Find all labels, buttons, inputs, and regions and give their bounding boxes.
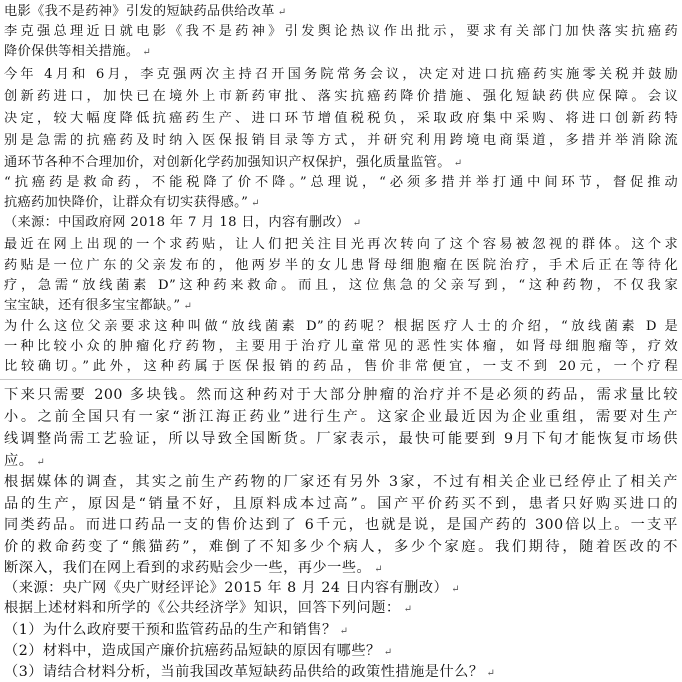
line-text: 宝宝缺，还有很多宝宝都缺。”	[4, 298, 181, 313]
paragraph-mark-icon: ↵	[251, 198, 260, 209]
line-text: 电影《我不是药神》引发的短缺药品供给改革	[4, 4, 275, 19]
text-line	[4, 256, 678, 276]
paragraph-mark-icon: ↵	[352, 218, 362, 229]
line-text: 通环节各种不合理加价，对创新化学药加强知识产权保护，强化质量监管。	[4, 155, 451, 170]
text-line	[4, 22, 678, 42]
text-line	[4, 385, 678, 405]
text-line	[4, 276, 678, 296]
text-line	[4, 357, 678, 377]
paragraph-mark-icon: ↵	[374, 564, 384, 575]
text-line	[4, 213, 678, 233]
text-line	[4, 429, 678, 449]
text-line	[4, 65, 678, 85]
text-line	[4, 578, 678, 598]
text-line	[4, 598, 678, 618]
paragraph-mark-icon: ↵	[486, 668, 496, 679]
line-text: 同类药品。而进口药品一支的售价达到了 6千元，也就是说，是国产药的 300倍以上。一支平	[4, 517, 678, 533]
text-line	[4, 662, 678, 682]
text-line	[4, 2, 678, 22]
line-text: 品的生产，原因是“销量不好，且原料成本过高”。国产平价药买不到，患者只好购买进口的	[4, 496, 678, 512]
paragraph-mark-icon: ↵	[451, 584, 461, 595]
line-text: （1）为什么政府要干预和监管药品的生产和销售？	[4, 622, 337, 638]
text-line	[4, 235, 678, 255]
line-text: 今年 4月和 6月，李克强两次主持召开国务院常务会议，决定对进口抗癌药实施零关税并鼓励	[4, 67, 678, 82]
line-text: 应。	[4, 453, 34, 469]
paragraph-mark-icon: ↵	[453, 158, 463, 169]
text-line	[4, 42, 678, 62]
line-text: 降价保供等相关措施。	[4, 44, 140, 59]
paragraph-mark-icon: ↵	[277, 7, 287, 18]
text-line	[4, 153, 678, 173]
text-line	[4, 537, 678, 557]
line-text: 价的救命药变了“熊猫药”，难倒了不知多少个病人，多少个家庭。我们期待，随着医改的不	[4, 539, 678, 555]
paragraph-mark-icon: ↵	[183, 301, 193, 312]
text-line	[4, 472, 678, 492]
paragraph-mark-icon: ↵	[383, 647, 393, 658]
line-text: 李克强总理近日就电影《我不是药神》引发舆论热议作出批示，要求有关部门加快落实抗癌药	[4, 24, 678, 39]
line-text: 小。之前全国只有一家“浙江海正药业”进行生产。这家企业最近因为企业重组，需要对生产	[4, 409, 678, 425]
text-line	[4, 515, 678, 535]
line-text: 线调整尚需工艺验证，所以导致全国断货。厂家表示，最快可能要到 9月下旬才能恢复市场供	[4, 431, 678, 447]
text-line	[4, 109, 678, 129]
line-text: 为什么这位父亲要求这种叫做“放线菌素 D”的药呢？根据医疗人士的介绍，“放线菌素 D 是	[4, 319, 678, 334]
line-text: 疗，急需“放线菌素 D”这种药来救命。而且，这位焦急的父亲写到，“这种药物，不仅我家	[4, 278, 678, 293]
text-line	[4, 173, 678, 193]
line-text: 比较确切。”此外，这种药属于医保报销的药品，售价非常便宜，一支不到 20元，一个疗程	[4, 359, 678, 374]
line-text: 断深入，我们在网上看到的求药贴会少一些，再少一些。	[4, 560, 372, 576]
line-text: 下来只需要 200 多块钱。然而这种药对于大部分肿瘤的治疗并不是必须的药品，需求量比较	[4, 387, 678, 403]
text-line	[4, 193, 678, 213]
line-text: （来源：中国政府网 2018 年 7 月 18 日，内容有删改）	[4, 215, 350, 230]
text-line	[4, 131, 678, 151]
line-text: 别是急需的抗癌药及时纳入医保报销目录等方式，并研究利用跨境电商渠道，多措并举消除流	[4, 133, 678, 148]
line-text: 根据媒体的调查，其实之前生产药物的厂家还有另外 3家，不过有相关企业已经停止了相关产	[4, 474, 678, 490]
line-text: （3）请结合材料分析，当前我国改革短缺药品供给的政策性措施是什么？	[4, 664, 484, 680]
line-text: 一种比较小众的肿瘤化疗药物，主要用于治疗儿童常见的恶性实体瘤，如肾母细胞瘤等，疗效	[4, 339, 678, 354]
paragraph-mark-icon: ↵	[142, 47, 152, 58]
text-line	[4, 494, 678, 514]
text-line	[4, 337, 678, 357]
text-line	[4, 317, 678, 337]
text-line	[4, 451, 678, 471]
paragraph-mark-icon: ↵	[403, 604, 413, 615]
line-text: “抗癌药是救命药，不能税降了价不降。”总理说，“必须多措并举打通中间环节，督促推动	[4, 175, 678, 190]
text-line	[4, 558, 678, 578]
paragraph-mark-icon: ↵	[36, 457, 46, 468]
line-text: （2）材料中，造成国产廉价抗癌药品短缺的原因有哪些？	[4, 643, 381, 659]
text-line	[4, 87, 678, 107]
line-text: 最近在网上出现的一个求药贴，让人们把关注目光再次转向了这个容易被忽视的群体。这个求	[4, 237, 678, 252]
text-line	[4, 296, 678, 316]
line-text: 决定，较大幅度降低抗癌药生产、进口环节增值税税负，采取政府集中采购、将进口创新药特	[4, 111, 678, 126]
line-text: 药贴是一位广东的父亲发布的，他两岁半的女儿患肾母细胞瘤在医院治疗，手术后正在等待化	[4, 258, 678, 273]
line-text: 根据上述材料和所学的《公共经济学》知识，回答下列问题：	[4, 600, 401, 616]
line-text: 创新药进口，加快已在境外上市新药审批、落实抗癌药降价措施、强化短缺药供应保障。会议	[4, 89, 678, 104]
line-text: （来源：央广网《央广财经评论》2015 年 8 月 24 日内容有删改）	[4, 580, 449, 596]
text-line	[4, 620, 678, 640]
section-divider	[0, 379, 682, 380]
line-text: 抗癌药加快降价，让群众有切实获得感。”	[4, 195, 249, 210]
text-line	[4, 641, 678, 661]
paragraph-mark-icon: ↵	[339, 626, 349, 637]
text-line	[4, 407, 678, 427]
